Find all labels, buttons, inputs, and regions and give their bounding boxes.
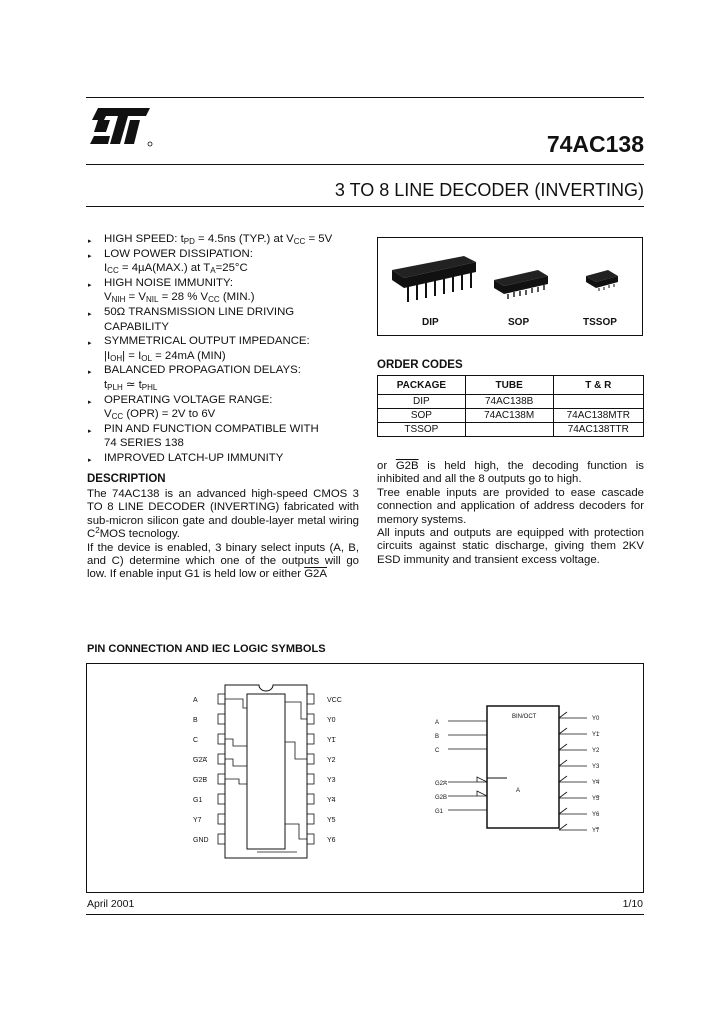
features-list	[88, 232, 363, 466]
table-row	[378, 409, 644, 423]
description-paragraph: All inputs and outputs are equipped with protection circuits against static discharge, giving them 2KV ESD immunity and transient excess voltage.	[377, 527, 644, 566]
table-row	[378, 423, 644, 437]
feature-item: ▸ LOW POWER DISSIPATION: $I_{CC} = 4\mu A(MAX.)$ at $T_A=25^\circ C$	[88, 247, 253, 276]
bullet-icon: ▸	[88, 310, 92, 318]
bullet-icon: ▸	[88, 369, 92, 377]
package-label-dip: DIP	[422, 317, 439, 328]
bullet-icon: ▸	[88, 456, 92, 464]
order-codes-table	[377, 375, 644, 437]
table-cell: DIP	[378, 395, 466, 409]
document-subtitle: 3 TO 8 LINE DECODER (INVERTING)	[334, 180, 644, 200]
svg-text:Y7: Y7	[193, 817, 202, 824]
feature-item: ▸ HIGH NOISE IMMUNITY: $V_{NIH} = V_{NIL} = 28$ % $V_{CC}$ (MIN.)	[88, 276, 255, 305]
table-cell: 74AC138B	[465, 395, 553, 409]
feature-item: ▸ SYMMETRICAL OUTPUT IMPEDANCE: $|I_{OH}| = I_{OL} = 24mA$ (MIN)	[88, 335, 310, 363]
feature-item: ▸ PIN AND FUNCTION COMPATIBLE WITH 74 SERIES 138	[88, 422, 319, 450]
svg-text:C: C	[435, 748, 440, 754]
bullet-icon: ▸	[88, 398, 92, 406]
svg-text:Y3: Y3	[327, 777, 336, 784]
description-paragraph: Tree enable inputs are provided to ease cascade connection and application of address decoders for memory systems.	[377, 486, 644, 526]
sop-package-icon	[492, 266, 552, 306]
svg-text:A: A	[193, 697, 198, 704]
svg-text:Y2: Y2	[592, 748, 600, 754]
description-paragraph: The 74AC138 is an advanced high-speed CMOS 3 TO 8 LINE DECODER (INVERTING) fabricated with sub-micron silicon gate and double-layer metal wiring $C^2MOS$ tecnology.	[87, 488, 359, 541]
feature-item: ▸ IMPROVED LATCH-UP IMMUNITY	[88, 451, 363, 466]
svg-text:G2A: G2A	[435, 781, 448, 787]
tssop-package-icon	[584, 266, 620, 296]
svg-text:A: A	[435, 720, 440, 726]
table-cell: 74AC138MTR	[553, 409, 643, 423]
svg-text:G2B: G2B	[435, 795, 448, 801]
top-rule	[86, 97, 644, 98]
description-paragraph: If the device is enabled, 3 binary select inputs (A, B, and C) determine which one of the outputs will go low. If enable input G1 is held low or either G2A	[87, 541, 359, 581]
svg-text:Y1: Y1	[592, 732, 600, 738]
svg-text:G1: G1	[435, 809, 444, 815]
package-label-tssop: TSSOP	[583, 317, 617, 328]
bullet-icon: ▸	[88, 427, 92, 435]
package-label-sop: SOP	[508, 317, 530, 328]
footer-rule	[86, 914, 644, 915]
table-cell: SOP	[378, 409, 466, 423]
svg-text:Y0: Y0	[327, 717, 336, 724]
st-logo	[88, 106, 158, 150]
table-cell: 74AC138TTR	[553, 423, 643, 437]
svg-text:C: C	[193, 737, 199, 744]
bullet-icon: ▸	[88, 238, 92, 245]
svg-text:Y2: Y2	[327, 757, 336, 764]
subtitle-rule	[86, 206, 644, 207]
feature-item: ▸ OPERATING VOLTAGE RANGE: $V_{CC}$ (OPR) = 2V to 6V	[88, 393, 273, 422]
table-cell	[465, 423, 553, 437]
order-codes-title: ORDER CODES	[377, 359, 463, 371]
header-rule	[86, 164, 644, 165]
description-left-column	[87, 488, 359, 582]
page-number: 1/10	[622, 898, 643, 910]
feature-item: ▸ BALANCED PROPAGATION DELAYS: $t_{PLH}$ ≃ $t_{PHL}$	[88, 364, 301, 392]
svg-text:Y1: Y1	[327, 737, 336, 744]
svg-text:Y4: Y4	[592, 780, 600, 786]
svg-text:B: B	[435, 734, 440, 740]
column-header: PACKAGE	[378, 376, 466, 395]
svg-text:Y5: Y5	[592, 796, 600, 802]
pin-connection-box	[86, 663, 644, 893]
table-cell	[553, 395, 643, 409]
bullet-icon: ▸	[88, 252, 92, 260]
description-title: DESCRIPTION	[87, 473, 166, 485]
svg-text:Y7: Y7	[592, 828, 600, 834]
svg-text:Y4: Y4	[327, 797, 336, 804]
column-header: TUBE	[465, 376, 553, 395]
package-images	[377, 237, 643, 336]
table-cell: TSSOP	[378, 423, 466, 437]
svg-text:Y0: Y0	[592, 716, 600, 722]
pin-connection-diagram	[187, 680, 427, 870]
bullet-icon: ▸	[88, 281, 92, 289]
svg-text:Y3: Y3	[592, 764, 600, 770]
svg-text:Y5: Y5	[327, 817, 336, 824]
svg-text:GND: GND	[193, 837, 209, 844]
svg-text:Y6: Y6	[592, 812, 600, 818]
svg-text:A: A	[516, 788, 521, 794]
description-right-column	[377, 460, 644, 567]
description-paragraph: or G2B is held high, the decoding function is inhibited and all the 8 outputs go to high.	[377, 460, 644, 486]
svg-text:BIN/OCT: BIN/OCT	[512, 714, 537, 720]
svg-text:B: B	[193, 717, 198, 724]
column-header: T & R	[553, 376, 643, 395]
feature-item: ▸ HIGH SPEED: $t_{PD} = 4.5ns$ (TYP.) at $V_{CC} = 5V$	[88, 232, 363, 247]
svg-text:VCC: VCC	[327, 697, 342, 704]
footer-date: April 2001	[87, 898, 135, 910]
table-header-row	[378, 376, 644, 395]
svg-text:G2B: G2B	[193, 777, 208, 784]
bullet-icon: ▸	[88, 340, 92, 348]
iec-logic-symbol	[432, 704, 632, 849]
st-logo-icon	[88, 106, 158, 150]
part-number: 74AC138	[546, 131, 644, 157]
dip-package-icon	[390, 252, 480, 312]
table-cell: 74AC138M	[465, 409, 553, 423]
svg-text:G1: G1	[193, 797, 203, 804]
table-row	[378, 395, 644, 409]
svg-text:G2A: G2A	[193, 757, 208, 764]
svg-text:Y6: Y6	[327, 837, 336, 844]
feature-item: ▸ 50Ω TRANSMISSION LINE DRIVING CAPABILITY	[88, 305, 295, 333]
pin-connection-title: PIN CONNECTION AND IEC LOGIC SYMBOLS	[87, 643, 326, 655]
